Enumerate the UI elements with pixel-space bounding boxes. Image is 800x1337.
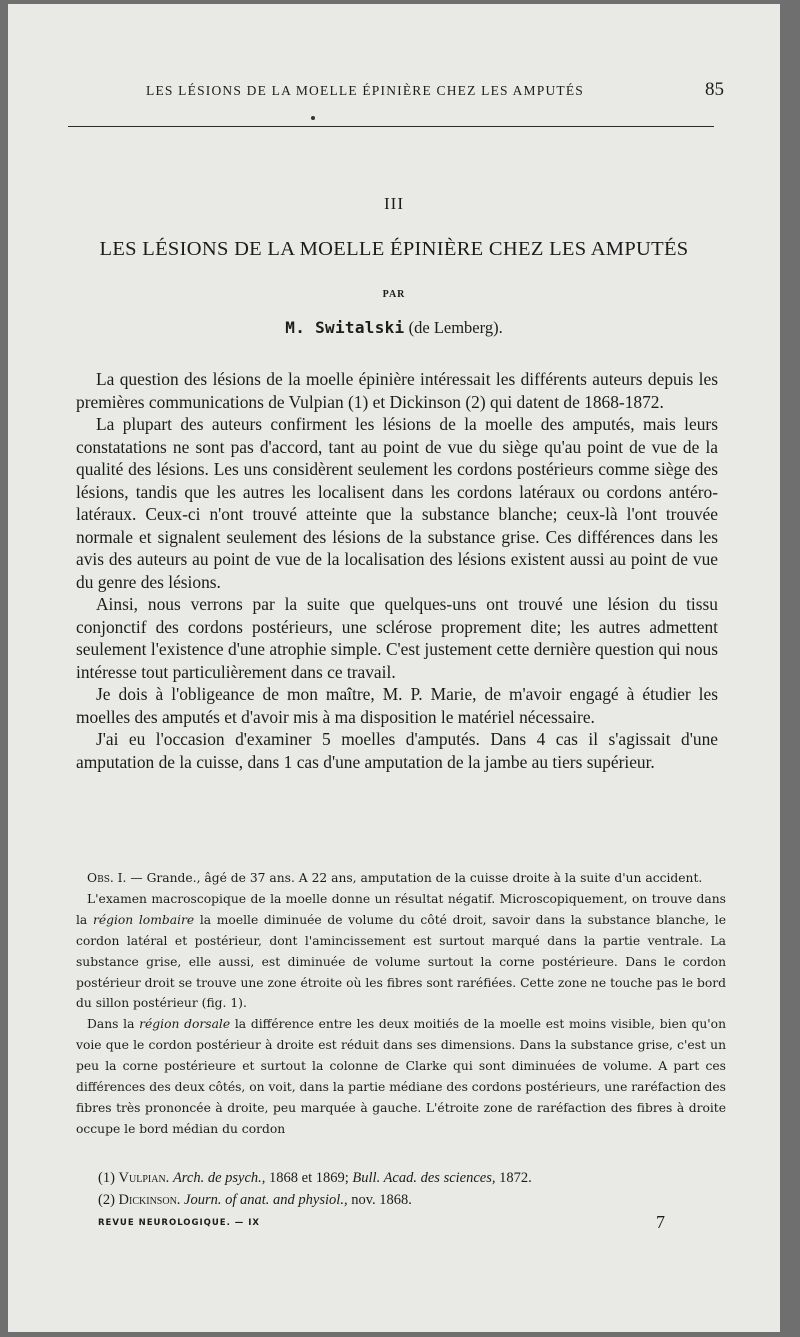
- by-line: PAR: [382, 289, 406, 300]
- observation-block: [76, 868, 726, 1140]
- body-text: [76, 368, 718, 773]
- footnote-journal: Arch. de psych.,: [172, 1170, 266, 1186]
- section-number: III: [384, 194, 404, 213]
- signature-line: REVUE NEUROLOGIQUE. — IX: [98, 1218, 260, 1228]
- observation-text: Dans la: [87, 1017, 140, 1032]
- paragraph: Je dois à l'obligeance de mon maître, M. P. Marie, de m'avoir engagé à étudier les moelles des amputés et d'avoir mis à ma disposition le matériel nécessaire.: [76, 684, 718, 727]
- paragraph: La question des lésions de la moelle épinière intéressait les différents auteurs depuis les premières communications de Vulpian (1) et Dickinson (2) qui datent de 1868-1872.: [76, 369, 718, 412]
- ink-speck: [311, 116, 315, 120]
- footnotes: [98, 1167, 698, 1211]
- footnote-journal: Bull. Acad. des sciences,: [352, 1170, 496, 1186]
- paragraph: La plupart des auteurs confirment les lésions de la moelle des amputés, mais leurs constatations ne sont pas d'accord, tant au point de vue du siège qu'au point de vue de la qualité des lésions. Les uns considèrent seulement les cordons postérieurs comme siège des lésions, tandis que les autres les localisent dans les cordons latéraux ou cordons antéro-latéraux. Ceux-ci n'ont trouvé atteinte que la substance blanche; ceux-là l'ont trouvée normale et signalent seulement des lésions de la substance grise. Ces différences dans les avis des auteurs au point de vue de la localisation des lésions existent aussi au point de vue du genre des lésions.: [76, 414, 718, 592]
- author-name: M. Switalski: [285, 318, 405, 337]
- region-term: région lombaire: [92, 912, 195, 927]
- signature-mark: 7: [656, 1212, 665, 1232]
- footnote-text: 1872.: [495, 1170, 532, 1186]
- footnote-text: 1868 et 1869;: [265, 1170, 353, 1186]
- footnote-number: (1): [98, 1170, 115, 1186]
- observation-text: la moelle diminuée de volume du côté droit, savoir dans la substance blanche, le cordon latéral et postérieur, dont l'amincissement est surtout marqué dans la partie ventrale. La substance grise, elle aussi, est diminuée de volume surtout la corne postérieure. Dans le cordon postérieur droit se trouve une zone étroite où les fibres sont raréfiées. Cette zone ne touche pas le bord du sillon postérieur (fig. 1).: [76, 912, 726, 1011]
- footnote-number: (2): [98, 1192, 115, 1208]
- footnote-author: Vulpian.: [118, 1170, 170, 1186]
- footnote-journal: Journ. of anat. and physiol.,: [184, 1192, 348, 1208]
- observation-label: Obs. I.: [87, 871, 127, 885]
- observation-paragraph: [76, 1014, 726, 1139]
- observation-paragraph: [76, 889, 726, 1014]
- paragraph: Ainsi, nous verrons par la suite que quelques-uns ont trouvé une lésion du tissu conjonctif des cordons postérieurs, une sclérose proprement dite; les autres admettent seulement l'existence d'une atrophie simple. C'est justement cette dernière question qui nous intéresse tout particulièrement dans ce travail.: [76, 594, 718, 682]
- author-place: (de Lemberg).: [408, 318, 503, 337]
- author-line: [8, 318, 780, 338]
- observation-intro-text: — Grande., âgé de 37 ans. A 22 ans, amputation de la cuisse droite à la suite d'un accident.: [126, 871, 703, 885]
- footnote: [98, 1167, 698, 1189]
- region-term: région dorsale: [139, 1017, 231, 1032]
- header-rule: [68, 126, 714, 127]
- observation-text: la différence entre les deux moitiés de la moelle est moins visible, bien qu'on voie que le cordon postérieur à droite est réduit dans ses dimensions. Dans la substance grise, c'est un peu la corne postérieure et surtout la colonne de Clarke qui sont diminuées de volume. A part ces différences des deux côtés, on voit, dans la partie médiane des cordons postérieurs, une raréfaction des fibres très prononcée à droite, peu marquée à gauche. L'étroite zone de raréfaction des fibres à droite occupe le bord médian du cordon: [76, 1017, 726, 1136]
- observation-text: L'examen macroscopique de la moelle donne un résultat négatif. Microscopiquement, on trouve dans la: [76, 891, 726, 927]
- document-page: [8, 4, 780, 1332]
- footnote-author: Dickinson.: [118, 1192, 181, 1208]
- paragraph: J'ai eu l'occasion d'examiner 5 moelles d'amputés. Dans 4 cas il s'agissait d'une amputation de la cuisse, dans 1 cas d'une amputation de la jambe au tiers supérieur.: [76, 729, 718, 772]
- page-number: 85: [705, 79, 724, 100]
- observation-intro: [76, 868, 726, 889]
- article-title: LES LÉSIONS DE LA MOELLE ÉPINIÈRE CHEZ LES AMPUTÉS: [99, 238, 689, 260]
- running-title: LES LÉSIONS DE LA MOELLE ÉPINIÈRE CHEZ LES AMPUTÉS: [146, 83, 584, 98]
- footnote-text: nov. 1868.: [347, 1192, 412, 1208]
- footnote: [98, 1189, 698, 1211]
